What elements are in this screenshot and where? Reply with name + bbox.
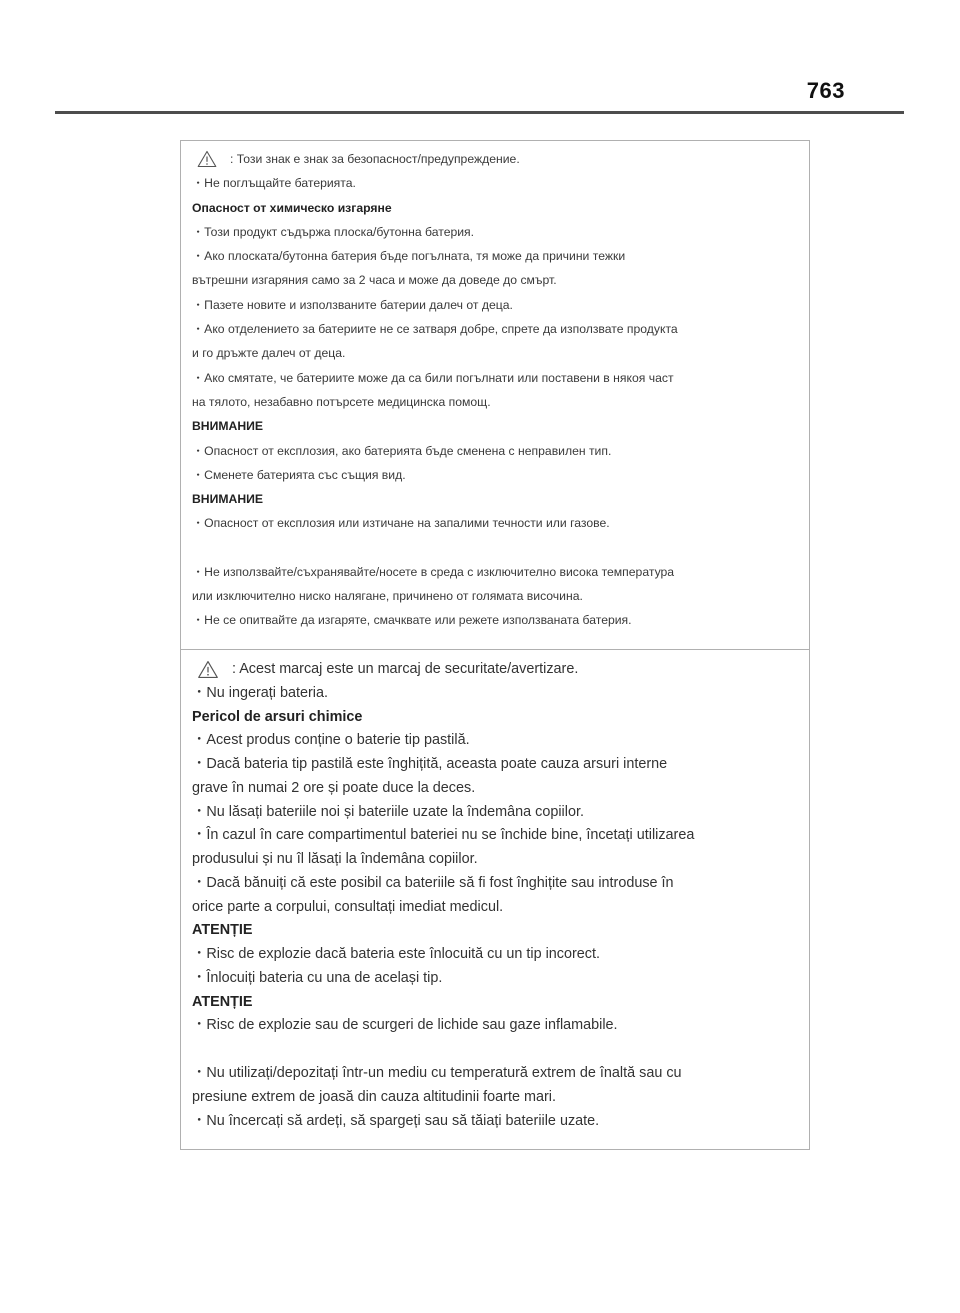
section-romanian <box>181 649 809 1149</box>
warning-triangle-icon <box>197 150 217 168</box>
caution-heading: ВНИМАНИЕ <box>192 419 264 434</box>
text-line: ・Nu utilizați/depozitați într-un mediu cu temperatură extrem de înaltă sau cu <box>192 1065 682 1081</box>
warning-line <box>192 658 797 682</box>
text-line: ・Сменете батерията със същия вид. <box>192 467 406 482</box>
text-line: и го дръжте далеч от деца. <box>192 346 346 361</box>
text-line: ・Ако смятате, че батериите може да са били погълнати или поставени в някоя част <box>192 370 674 385</box>
text-line: ・Опасност от експлозия или изтичане на запалими течности или газове. <box>192 516 610 531</box>
blank-gap <box>192 536 797 560</box>
warning-triangle-icon <box>197 660 219 679</box>
text-line: produsului și nu îl lăsați la îndemâna copiilor. <box>192 851 478 867</box>
battery-warning-box <box>180 140 810 1150</box>
text-line: grave în numai 2 ore și poate duce la deces. <box>192 779 476 796</box>
section-heading: Опасност от химическо изгаряне <box>192 200 392 215</box>
text-line: presiune extrem de joasă din cauza altitudinii foarte mari. <box>192 1088 556 1105</box>
section-bulgarian <box>181 141 809 649</box>
text-line: ・Acest produs conține o baterie tip pastilă. <box>192 732 470 749</box>
caution-heading: ATENȚIE <box>192 922 253 939</box>
caution-heading: ВНИМАНИЕ <box>192 492 264 507</box>
header-rule <box>55 111 904 114</box>
text-line: ・În cazul în care compartimentul bateriei nu se închide bine, încetați utilizarea <box>192 827 695 844</box>
caution-heading: ATENȚIE <box>192 993 253 1010</box>
warning-statement: : Този знак е знак за безопасност/предупреждение. <box>230 152 520 166</box>
text-line: вътрешни изгаряния само за 2 часа и може да доведе до смърт. <box>192 273 557 288</box>
page-number: 763 <box>806 78 845 103</box>
text-line: ・Dacă bănuiți că este posibil ca bateriile să fi fost înghițite sau introduse în <box>192 874 674 891</box>
text-line: ・Dacă bateria tip pastilă este înghițită, aceasta poate cauza arsuri interne <box>192 756 668 772</box>
text-line: orice parte a corpului, consultați imediat medicul. <box>192 898 504 915</box>
text-line: ・Опасност от експлозия, ако батерията бъде сменена с неправилен тип. <box>192 443 612 458</box>
text-line: ・Înlocuiți bateria cu una de același tip. <box>192 969 443 986</box>
text-line: ・Risc de explozie dacă bateria este înlocuită cu un tip incorect. <box>192 946 600 962</box>
section-heading: Pericol de arsuri chimice <box>192 708 363 725</box>
text-line: ・Този продукт съдържа плоска/бутонна батерия. <box>192 224 475 239</box>
warning-statement: : Acest marcaj este un marcaj de securitate/avertizare. <box>232 661 579 677</box>
blank-gap <box>192 1038 797 1062</box>
warning-line <box>192 147 797 171</box>
text-line: ・Nu lăsați bateriile noi și bateriile uzate la îndemâna copiilor. <box>192 803 584 820</box>
text-line: или изключително ниско налягане, причинено от голямата височина. <box>192 589 583 604</box>
text-line: ・Ако плоската/бутонна батерия бъде погълната, тя може да причини тежки <box>192 249 626 264</box>
text-line: на тялото, незабавно потърсете медицинска помощ. <box>192 394 491 409</box>
text-line: ・Nu încercați să ardeți, să spargeți sau să tăiați bateriile uzate. <box>192 1112 600 1129</box>
text-line: ・Не поглъщайте батерията. <box>192 176 356 191</box>
text-line: ・Risc de explozie sau de scurgeri de lichide sau gaze inflamabile. <box>192 1017 618 1034</box>
text-line: ・Пазете новите и използваните батерии далеч от деца. <box>192 297 513 312</box>
text-line: ・Не използвайте/съхранявайте/носете в среда с изключително висока температура <box>192 564 675 579</box>
text-line: ・Nu ingerați bateria. <box>192 684 328 701</box>
text-line: ・Ако отделението за батериите не се затваря добре, спрете да използвате продукта <box>192 322 678 337</box>
text-line: ・Не се опитвайте да изгаряте, смачквате или режете използваната батерия. <box>192 613 632 628</box>
